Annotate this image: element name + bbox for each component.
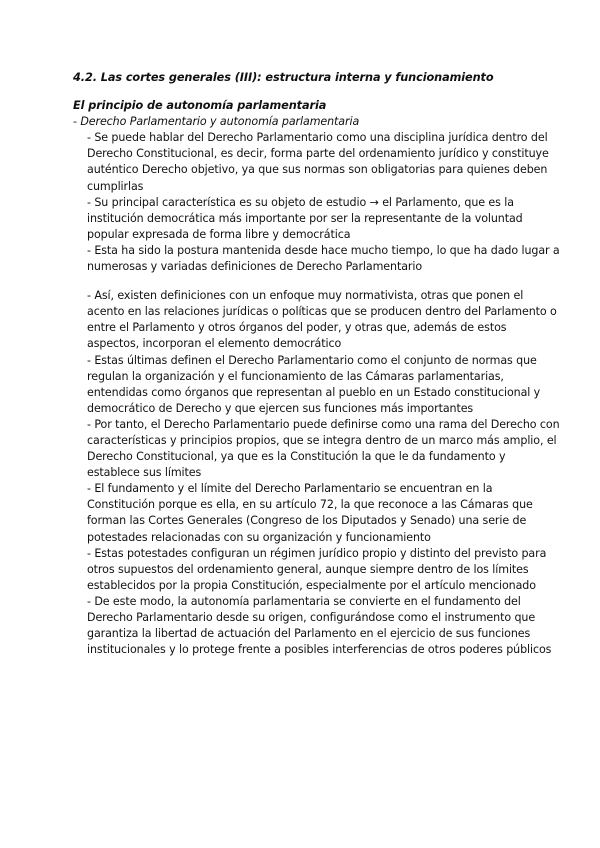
list-item: - Su principal característica es su objeto de estudio → el Parlamento, que es la institución democrática más importante por ser la representante de la voluntad popular expresada de forma libre y democrática xyxy=(87,195,523,241)
list-item: - Estas últimas definen el Derecho Parlamentario como el conjunto de normas que regulan la organización y el funcionamiento de las Cámaras parlamentarias, entendidas como órganos que representan al pueblo en un Estado constitucional y democrático de Derecho y que ejercen sus funciones más importantes xyxy=(87,353,541,415)
list-item: - Esta ha sido la postura mantenida desde hace mucho tiempo, lo que ha dado lugar a numerosas y variadas definiciones de Derecho Parlamentario xyxy=(87,243,560,274)
list-item: - De este modo, la autonomía parlamentaria se convierte en el fundamento del Derecho Parlamentario desde su origen, configurándose como el instrumento que garantiza la libertad de actuación del Parlamento en el ejercicio de sus funciones institucionales y lo protege frente a posibles interferencias de otros poderes públicos xyxy=(87,594,552,657)
bullet-list xyxy=(73,130,560,658)
section-title: 4.2. Las cortes generales (III): estructura interna y funcionamiento xyxy=(73,71,494,84)
list-item: - Por tanto, el Derecho Parlamentario puede definirse como una rama del Derecho con características y principios propios, que se integra dentro de un marco más amplio, el Derecho Constitucional, ya que es la Constitución la que le da fundamento y establece sus límites xyxy=(87,417,560,480)
subsection-title: El principio de autonomía parlamentaria xyxy=(73,99,327,113)
list-item: - El fundamento y el límite del Derecho Parlamentario se encuentran en la Constitución porque es ella, en su artículo 72, la que reconoce a las Cámaras que forman las Cortes Generales (Congreso de los Diputados y Senado) una serie de potestades relacionadas con su organización y funcionamiento xyxy=(87,482,533,544)
list-item: - Estas potestades configuran un régimen jurídico propio y distinto del previsto para otros supuestos del ordenamiento general, aunque siempre dentro de los límites establecidos por la propia Constitución, especialmente por el artículo mencionado xyxy=(87,546,547,592)
list-item: - Se puede hablar del Derecho Parlamentario como una disciplina jurídica dentro del Derecho Constitucional, es decir, forma parte del ordenamiento jurídico y constituye auténtico Derecho objetivo, ya que sus normas son obligatorias para quienes deben cumplirlas xyxy=(87,131,549,193)
list-item: - Así, existen definiciones con un enfoque muy normativista, otras que ponen el acento en las relaciones jurídicas o políticas que se producen dentro del Parlamento o entre el Parlamento y otros órganos del poder, y otras que, además de estos aspectos, incorporan el elemento democrático xyxy=(87,289,557,351)
topic-heading: - Derecho Parlamentario y autonomía parlamentaria xyxy=(73,115,360,129)
